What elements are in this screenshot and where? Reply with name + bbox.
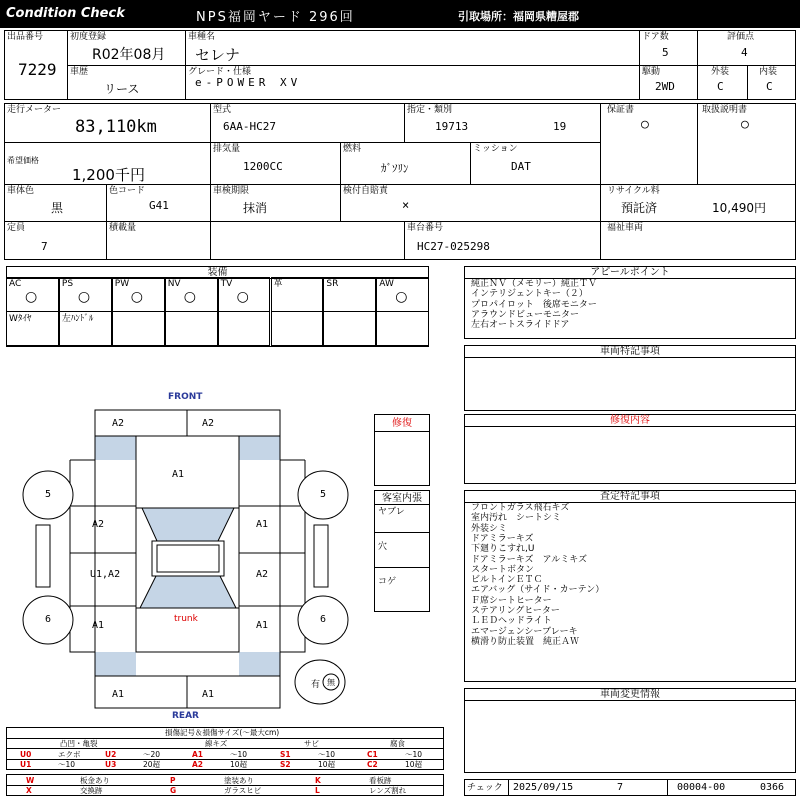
zone-right-upper: A1: [256, 519, 269, 530]
equipment-extra-cell-4: [218, 311, 271, 346]
exterior-label: 外装: [711, 67, 730, 77]
legend-code: A1: [192, 750, 204, 759]
legend-header: 線キズ: [205, 739, 228, 748]
legend-extra-desc: 板金あり: [80, 776, 110, 785]
equipment-label: AC: [9, 279, 22, 289]
sheet-title: Condition Check: [6, 6, 125, 21]
designation-label: 指定・類別: [407, 105, 453, 115]
appeal-line: インテリジェントキー（２）: [471, 289, 588, 300]
check-number: 7: [617, 782, 624, 793]
inspection-note-line: 室内汚れ シートシミ: [471, 513, 562, 524]
legend-header: 凸凹・亀裂: [60, 739, 98, 748]
tire-rr-value: 6: [320, 614, 327, 625]
inspection-note-line: ドアミラーキズ: [471, 533, 534, 544]
equipment-label: 革: [273, 279, 283, 289]
legend-desc: エクボ: [58, 750, 81, 759]
color-code-label: 色コード: [109, 186, 146, 196]
recycle-label: リサイクル料: [607, 186, 660, 196]
legend-desc: ～10: [230, 750, 248, 759]
interior-box: [374, 490, 430, 612]
bumper-front-right-shade: [239, 436, 280, 460]
body-color-value: 黒: [51, 201, 64, 215]
fuel-value: ｶﾞｿﾘﾝ: [381, 162, 409, 175]
inspection-note-line: ＬＥＤヘッドライト: [471, 616, 552, 627]
doors-label: ドア数: [642, 32, 669, 42]
welfare-label: 福祉車両: [607, 223, 644, 233]
model-value: 6AA-HC27: [223, 120, 276, 133]
interior-item-burn: コゲ: [378, 577, 397, 587]
legend-header: 腐食: [390, 739, 405, 748]
zone-right-lower: A1: [256, 620, 269, 631]
doors-value: 5: [662, 46, 669, 59]
chassis-label: 車台番号: [407, 223, 444, 233]
rear-window-shade: [140, 576, 236, 608]
legend-desc: 10超: [318, 760, 336, 769]
designation-value: 19713: [435, 120, 469, 133]
first-reg-label: 初度登録: [70, 32, 107, 42]
appeal-line: プロパイロット 後席モニター: [471, 299, 597, 310]
mission-label: ミッション: [473, 144, 518, 154]
inspection-note-line: ビルトインＥＴＣ: [471, 575, 543, 586]
legend-extra-desc: 交換跡: [80, 786, 103, 795]
equipment-value: ○: [183, 289, 196, 305]
inspection-note-line: Ｆ席シートヒーター: [471, 595, 552, 606]
legend-code: A2: [192, 760, 204, 769]
lot-label: 出品番号: [7, 32, 44, 42]
equipment-label: AW: [379, 279, 394, 289]
price-value: 1,200千円: [72, 166, 145, 184]
zone-left-upper: A2: [92, 519, 105, 530]
inspection-notes-panel: [464, 490, 796, 682]
legend-code: U0: [20, 750, 32, 759]
interior-box-title: 客室内張: [375, 493, 429, 505]
front-label: FRONT: [168, 392, 203, 402]
legend-desc: ～20: [143, 750, 161, 759]
equipment-extra-label: Wﾀｲﾔ: [9, 314, 32, 324]
mileage-label: 走行メーター: [7, 105, 62, 115]
interior-label: 内装: [759, 67, 778, 77]
legend-header: サビ: [304, 739, 319, 748]
zone-right-mid: A2: [256, 569, 269, 580]
inspection-note-line: 横滑り防止装置 純正ＡＷ: [471, 636, 580, 647]
legend-code: S1: [280, 750, 291, 759]
equipment-extra-cell-3: [165, 311, 218, 346]
bumper-rear-right-shade: [239, 652, 280, 676]
appeal-line: 左右オートスライドドア: [471, 320, 570, 331]
car-name: セレナ: [195, 46, 241, 64]
trunk-label: trunk: [174, 614, 198, 624]
legend-extra-code: X: [26, 786, 32, 795]
zone-bottom-left: A1: [112, 689, 125, 700]
equipment-title: 装備: [7, 267, 428, 279]
legend-extra-code: G: [170, 786, 177, 795]
liability-label: 検付自賠責: [343, 186, 389, 196]
legend-desc: 20超: [143, 760, 161, 769]
interior-item-hole: 穴: [378, 542, 388, 552]
equipment-value: ○: [130, 289, 144, 305]
zone-bottom-right: A1: [202, 689, 215, 700]
equipment-label: SR: [326, 279, 339, 289]
equipment-value: ○: [25, 289, 38, 305]
liability-value: ×: [402, 198, 410, 212]
appeal-line: アラウンドビューモニター: [471, 309, 580, 320]
change-info-title: 車両変更情報: [465, 689, 795, 701]
legend-extra-code: K: [315, 776, 321, 785]
manual-label: 取扱説明書: [702, 105, 748, 115]
zone-left-lower: A1: [92, 620, 105, 631]
equipment-label: PW: [114, 279, 130, 289]
header-bar: [0, 0, 800, 28]
repair-box-title: 修復: [392, 418, 412, 429]
equipment-label: TV: [220, 279, 233, 289]
history-label: 車歴: [70, 67, 89, 77]
drive-value: 2WD: [655, 80, 675, 93]
capacity-label: 定員: [7, 223, 26, 233]
zone-top-right: A2: [202, 418, 215, 429]
rating-label: 評価点: [727, 32, 755, 42]
load-label: 積載量: [109, 223, 137, 233]
exterior-value: C: [717, 80, 724, 93]
equipment-extra-cell-5: [271, 311, 324, 346]
manual-value: ○: [741, 117, 749, 132]
inspection-label: 車検期限: [213, 186, 250, 196]
legend-desc: ～10: [318, 750, 336, 759]
warranty-label: 保証書: [607, 105, 635, 115]
inspection-note-line: 下廻りこすれ,U: [471, 544, 535, 555]
history-value: リース: [104, 82, 140, 96]
zone-top-left: A2: [112, 418, 125, 429]
body-color-label: 車体色: [7, 186, 35, 196]
equipment-value: ○: [77, 289, 91, 305]
special-notes-panel: [464, 345, 796, 411]
equipment-label: NV: [167, 279, 181, 289]
equipment-value: ○: [236, 289, 249, 305]
legend-desc: 10超: [405, 760, 423, 769]
zone-hood: A1: [172, 469, 185, 480]
inspection-note-line: フロントガラス飛石キズ: [471, 503, 570, 513]
inspection-note-line: スタートボタン: [471, 564, 535, 575]
legend-extra-code: W: [26, 776, 35, 785]
change-info-panel: [464, 688, 796, 773]
drive-label: 駆動: [642, 67, 661, 77]
inspection-note-line: エアバッグ（サイド・カーテン）: [471, 585, 605, 596]
bumper-front-left-shade: [95, 436, 136, 460]
legend-desc: ～10: [405, 750, 423, 759]
equipment-label: PS: [61, 279, 74, 289]
rating-value: 4: [741, 46, 748, 59]
tire-rl-value: 6: [45, 614, 52, 625]
equipment-extra-cell-2: [112, 311, 165, 346]
legend-code: C1: [367, 750, 378, 759]
equipment-extra-cell-6: [323, 311, 376, 346]
recycle-status: 預託済: [621, 201, 658, 215]
legend-code: U1: [20, 760, 32, 769]
legend-extra-desc: ガラスヒビ: [224, 786, 262, 795]
warranty-value: ○: [641, 117, 649, 132]
repair-content-title: 修復内容: [465, 415, 795, 427]
legend-extra-desc: 看板跡: [369, 776, 392, 785]
interior-item-tear: ヤブレ: [378, 507, 405, 517]
capacity-value: 7: [41, 240, 48, 253]
inspection-value: 抹消: [243, 201, 268, 215]
zone-left-mid: U1,A2: [90, 569, 121, 580]
legend-code: C2: [367, 760, 378, 769]
fuel-label: 燃料: [343, 144, 362, 154]
first-reg-value: R02年08月: [92, 47, 166, 63]
legend-desc: 10超: [230, 760, 248, 769]
equipment-value: ○: [395, 289, 408, 305]
color-code-value: G41: [149, 199, 169, 212]
inspection-note-line: エマージェンシーブレーキ: [471, 626, 578, 637]
legend-code: U2: [105, 750, 117, 759]
legend-code: S2: [280, 760, 291, 769]
model-label: 型式: [213, 105, 232, 115]
grade-label: グレード・仕様: [188, 67, 252, 77]
legend-desc: ～10: [58, 760, 76, 769]
car-name-label: 車種名: [188, 32, 216, 42]
displacement-label: 排気量: [213, 144, 241, 154]
pickup-location: 引取場所：福岡県糟屋郡: [458, 10, 579, 23]
category-value: 19: [553, 120, 567, 133]
appeal-title: アピールポイント: [465, 267, 795, 279]
inspection-note-line: 外装シミ: [471, 523, 508, 534]
bumper-rear-left-shade: [95, 652, 136, 676]
mission-value: DAT: [511, 160, 531, 173]
auction-name: NPS福岡ヤード 296回: [196, 10, 355, 25]
chassis-value: HC27-025298: [417, 240, 490, 253]
tire-fr-value: 5: [320, 489, 327, 500]
inspection-notes-title: 査定特記事項: [465, 491, 795, 503]
rear-label: REAR: [172, 711, 199, 721]
mileage-value: 83,110km: [75, 117, 157, 137]
interior-value: C: [766, 80, 773, 93]
grade-value: e-POWER XV: [195, 76, 302, 89]
displacement-value: 1200CC: [243, 160, 283, 173]
check-date: 2025/09/15: [513, 782, 574, 793]
equipment-extra-cell-7: [376, 311, 429, 346]
legend-extra-code: P: [170, 776, 176, 785]
special-notes-title: 車両特記事項: [465, 346, 795, 358]
repair-box: [374, 414, 430, 486]
check-label: チェック: [467, 783, 503, 793]
footer-code-number: 0366: [760, 782, 785, 793]
spare-label: 有: [311, 680, 321, 690]
spare-mark: 無: [327, 678, 335, 687]
tire-fl-value: 5: [45, 489, 52, 500]
equipment-extra-label: 左ﾊﾝﾄﾞﾙ: [61, 314, 94, 324]
legend-extra-desc: レンズ割れ: [369, 786, 407, 795]
inspection-note-line: ステアリングヒーター: [471, 606, 560, 616]
legend-code: U3: [105, 760, 117, 769]
legend-extra-code: L: [315, 786, 320, 795]
legend-extra-desc: 塗装あり: [224, 776, 254, 785]
legend-title: 損傷記号＆損傷サイズ(～最大cm): [165, 728, 280, 737]
footer-code: 00004-00: [677, 782, 726, 793]
price-label: 希望価格: [7, 156, 39, 165]
lot-number: 7229: [18, 60, 57, 79]
inspection-note-line: ドアミラーキズ アルミキズ: [471, 554, 588, 565]
repair-content-panel: [464, 414, 796, 484]
appeal-line: 純正ＮＶ（メモリー）純正ＴＶ: [471, 279, 598, 289]
appeal-panel: [464, 266, 796, 339]
recycle-fee: 10,490円: [712, 201, 766, 215]
